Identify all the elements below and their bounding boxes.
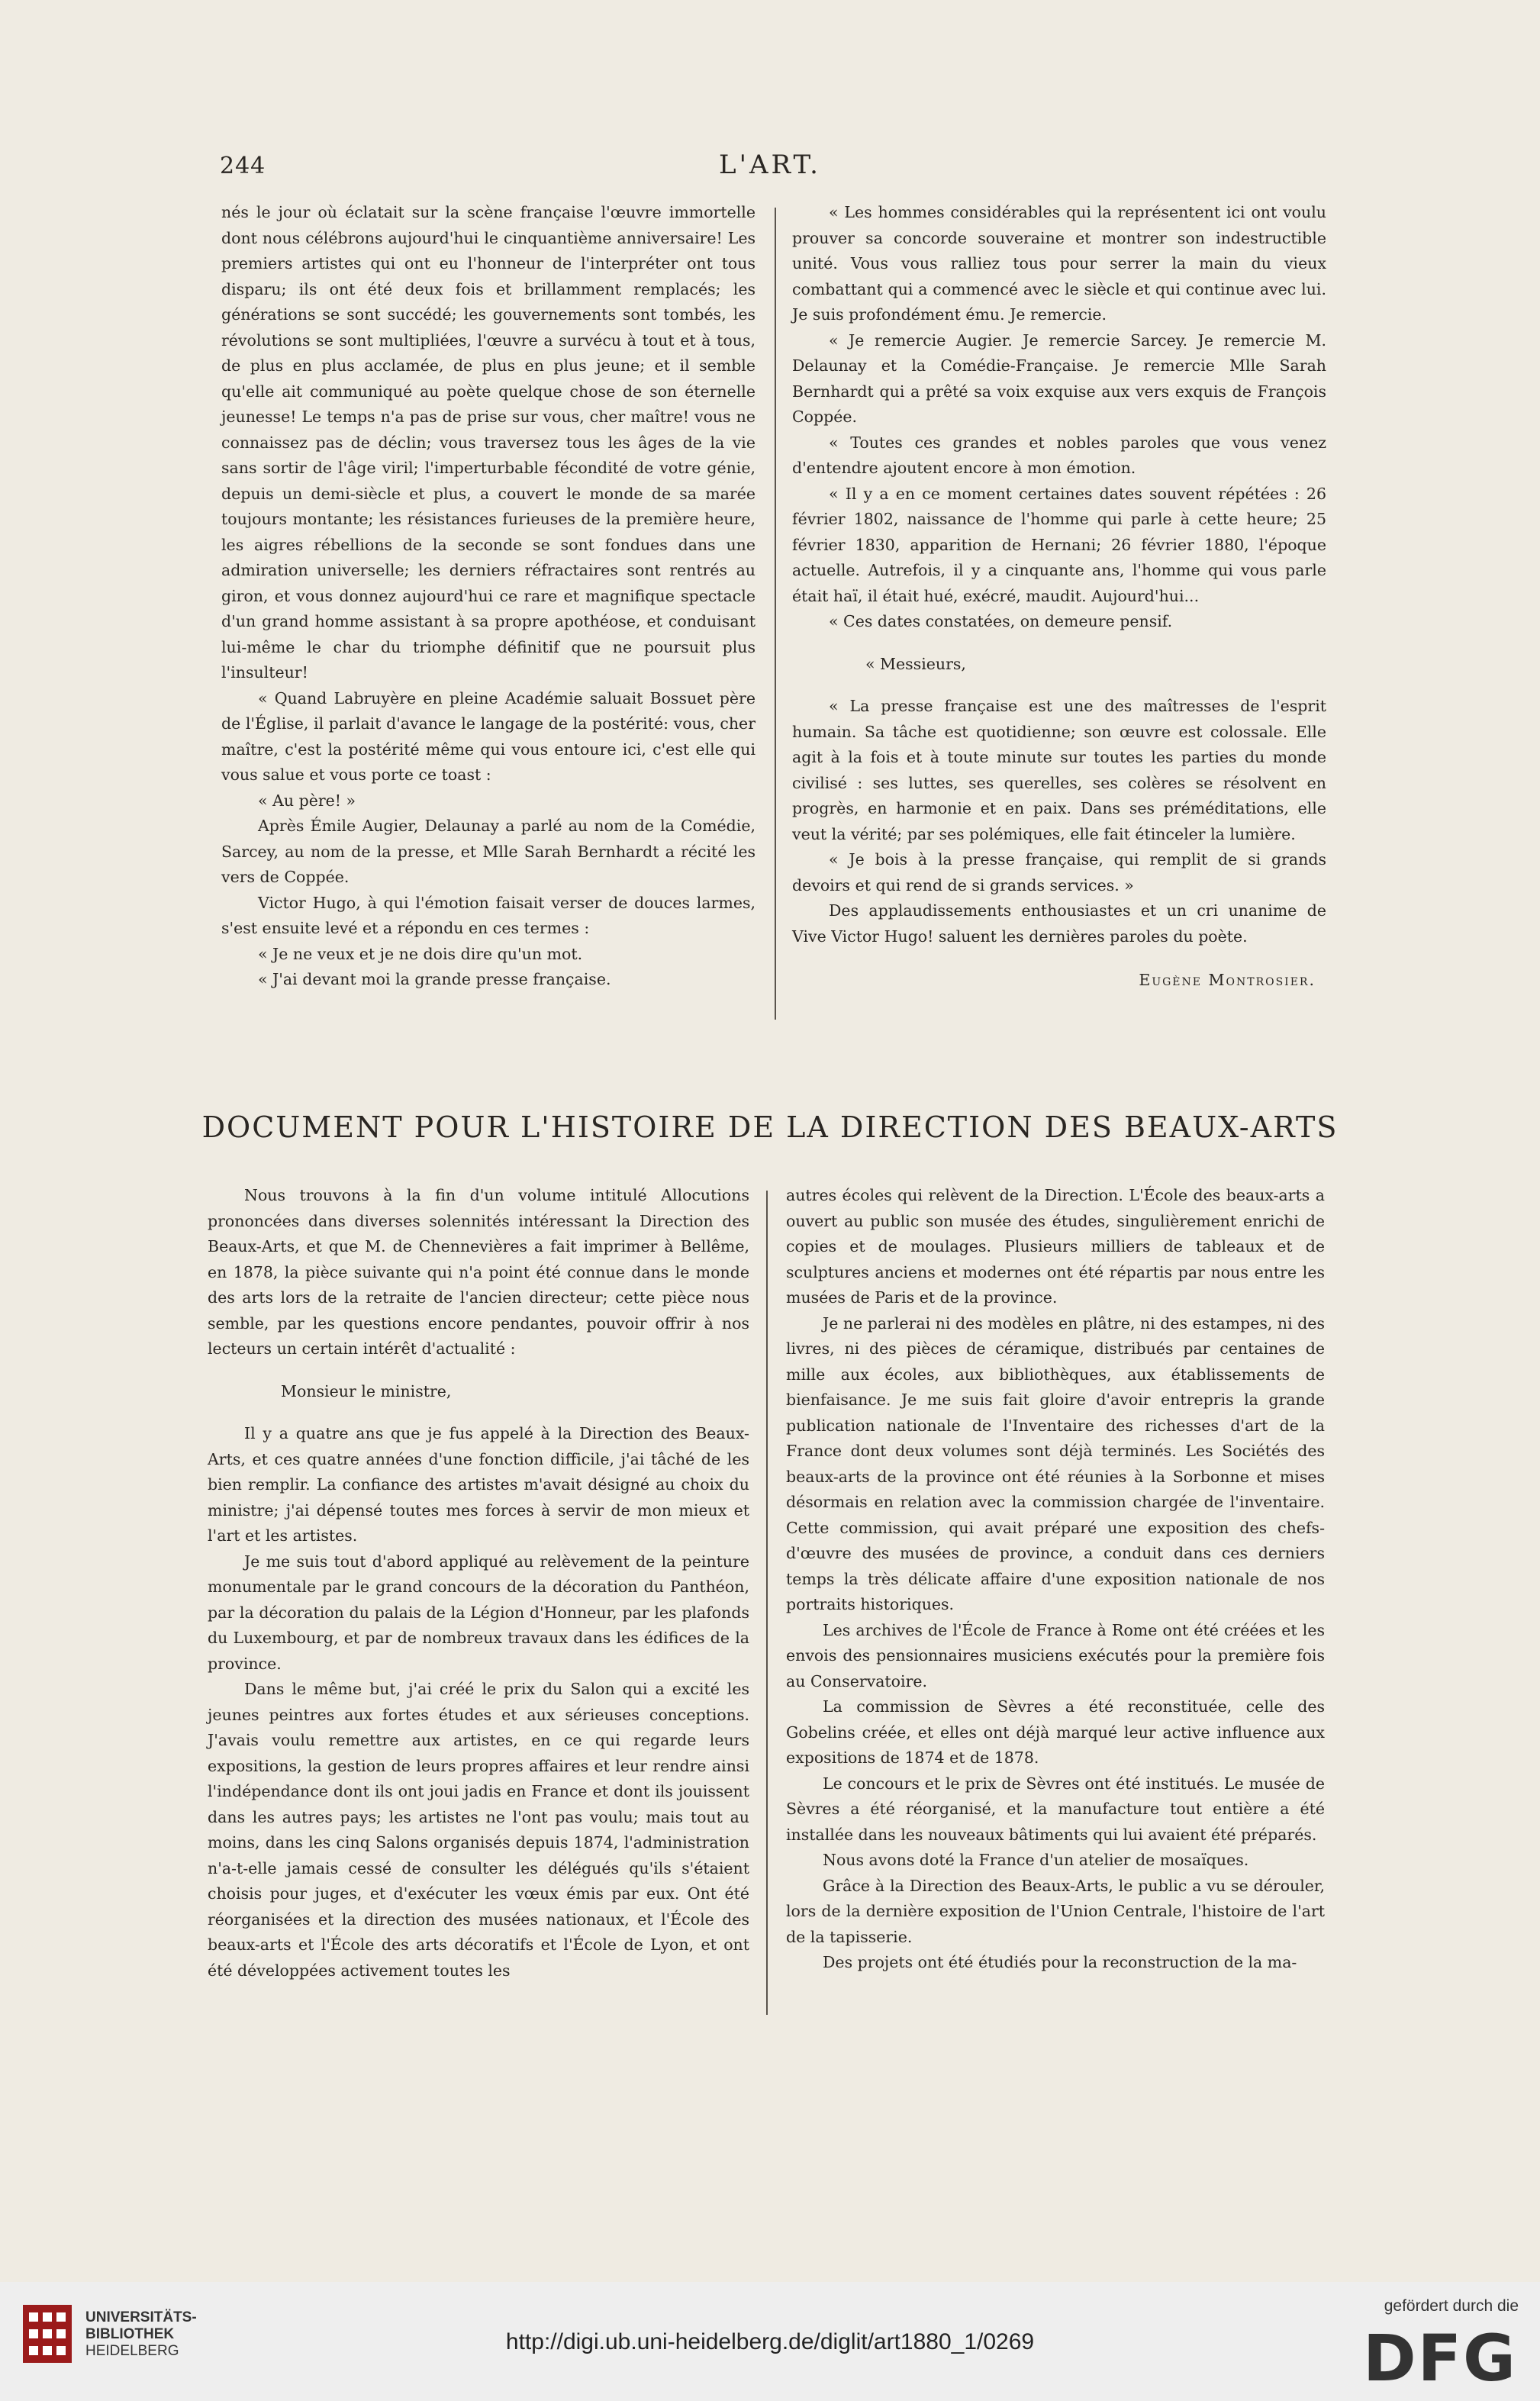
article1-column-left xyxy=(221,200,756,993)
library-name-line: BIBLIOTHEK xyxy=(85,2326,175,2342)
section-title: DOCUMENT POUR L'HISTOIRE DE LA DIRECTION DES BEAUX-ARTS xyxy=(201,1110,1339,1144)
paragraph: Des projets ont été étudiés pour la reconstruction de la ma- xyxy=(823,1953,1297,1971)
paragraph: Nous trouvons à la fin d'un volume intitulé Allocutions prononcées dans diverses solennités intéressant la Direction des Beaux-Arts, et que M. de Chennevières a fait imprimer à Bellême, en 1878, la pièce suivante qui n'a point été connue dans le monde des arts lors de la retraite de l'ancien directeur; cette pièce nous semble, par les questions encore pendantes, pouvoir offrir à nos lecteurs un certain intérêt d'actualité : xyxy=(208,1186,749,1358)
paragraph: « Je remercie Augier. Je remercie Sarcey. Je remercie M. Delaunay et la Comédie-Française. Je remercie Mlle Sarah Bernhardt qui a prêté sa voix exquise aux vers exquis de François Coppée. xyxy=(792,330,1326,426)
paragraph: Après Émile Augier, Delaunay a parlé au nom de la Comédie, Sarcey, au nom de la presse, et Mlle Sarah Bernhardt a récité les vers de Coppée. xyxy=(221,817,756,886)
paragraph: « Messieurs, xyxy=(865,654,966,673)
paragraph: nés le jour où éclatait sur la scène française l'œuvre immortelle dont nous célébrons aujourd'hui le cinquantième anniversaire! Les premiers artistes qui ont eu l'honneur de l'interpréter ont tous disparu; ils ont été deux fois et brillamment remplacés; les générations se sont succédé; les gouvernements sont tombés, les révolutions se sont multipliées, l'œuvre a survécu à tout et à tous, de plus en plus acclamée, de plus en plus jeune; et il semble qu'elle ait communiqué au poète quelque chose de son éternelle jeunesse! Le temps n'a pas de prise sur vous, cher maître! vous ne connaissez pas de déclin; vous traversez tous les âges de la vie sans sortir de l'âge viril; l'imperturbable fécondité de votre génie, depuis un demi-siècle et plus, a couvert le monde de sa marée toujours montante; les résistances furieuses de la première heure, les aigres rébellions de la seconde se sont fondues dans une admiration universelle; les derniers réfractaires sont rentrés au giron, et vous donnez aujourd'hui ce rare et magnifique spectacle d'un grand homme assistant à sa propre apothéose, et conduisant lui-même le char du triomphe définitif que ne poursuit plus l'insulteur! xyxy=(221,203,756,682)
article2-column-right xyxy=(786,1183,1325,1976)
paragraph: Dans le même but, j'ai créé le prix du Salon qui a excité les jeunes peintres aux fortes études et aux sérieuses conceptions. J'avais voulu remettre aux artistes, en ce qui regarde leurs expositions, la gestion de leurs propres affaires et leur rendre ainsi l'indépendance dont ils ont joui jadis en France et dont ils jouissent dans les autres pays; les artistes ne l'ont pas voulu; mais tout au moins, dans les cinq Salons organisés depuis 1874, l'administration n'a-t-elle jamais cessé de consulter les délégués qu'ils s'étaient choisis pour juges, et d'exécuter les vœux émis par eux. Ont été réorganisées et la direction des musées nationaux, et l'École des beaux-arts et l'École des arts décoratifs et l'École de Lyon, et ont été développées activement toutes les xyxy=(208,1680,749,1980)
viewer-footer xyxy=(0,2282,1540,2401)
dfg-logo[interactable]: DFG xyxy=(1362,2321,1517,2396)
paragraph: Je me suis tout d'abord appliqué au relèvement de la peinture monumentale par le grand concours de la décoration du Panthéon, par la décoration du palais de la Légion d'Honneur, par les plafonds du Luxembourg, et par de nombreux travaux dans les édifices de la province. xyxy=(208,1552,749,1673)
paragraph: Les archives de l'École de France à Rome ont été créées et les envois des pensionnaires musiciens exécutés pour la première fois au Conservatoire. xyxy=(786,1620,1325,1690)
column-divider xyxy=(766,1191,768,2015)
paragraph: « La presse française est une des maîtresses de l'esprit humain. Sa tâche est quotidienne; son œuvre est colossale. Elle agit à la fois et à toute minute sur toutes les parties du monde civilisé : ses luttes, ses querelles, ses colères se résolvent en progrès, en harmonie et en paix. Dans ses préméditations, elle veut la vérité; par ses polémiques, elle fait étinceler la lumière. xyxy=(792,697,1326,843)
article1-column-right xyxy=(792,200,1326,994)
running-title: L'ART. xyxy=(719,150,821,180)
paragraph: La commission de Sèvres a été reconstituée, celle des Gobelins créée, et elles ont déjà marqué leur active influence aux expositions de 1874 et de 1878. xyxy=(786,1697,1325,1767)
page-number: 244 xyxy=(220,153,266,179)
paragraph: « Je bois à la presse française, qui remplit de si grands devoirs et qui rend de si grands services. » xyxy=(792,850,1326,894)
paragraph: « Les hommes considérables qui la représentent ici ont voulu prouver sa concorde souveraine et montrer son indestructible unité. Vous vous ralliez tous pour serrer la main du vieux combattant qui a commencé avec le siècle et qui continue avec lui. Je suis profondément ému. Je remercie. xyxy=(792,203,1326,324)
paragraph: autres écoles qui relèvent de la Direction. L'École des beaux-arts a ouvert au public son musée des études, singulièrement enrichi de copies et de moulages. Plusieurs milliers de tableaux et de sculptures anciens et modernes ont été répartis par nous entre les musées de Paris et de la province. xyxy=(786,1186,1325,1307)
column-divider xyxy=(775,208,776,1020)
paragraph: Le concours et le prix de Sèvres ont été institués. Le musée de Sèvres a été réorganisé, et la manufacture tout entière a été installée dans les nouveaux bâtiments qui lui avaient été préparés. xyxy=(786,1774,1325,1844)
library-name-line: HEIDELBERG xyxy=(85,2343,179,2359)
funded-by-label: gefördert durch die xyxy=(1384,2297,1519,2315)
paragraph: « Au père! » xyxy=(258,791,356,810)
paragraph: « Ces dates constatées, on demeure pensif. xyxy=(829,612,1173,630)
paragraph: « Il y a en ce moment certaines dates souvent répétées : 26 février 1802, naissance de l'homme qui parle à cette heure; 25 février 1830, apparition de Hernani; 26 février 1880, l'époque actuelle. Autrefois, il y a cinquante ans, l'homme qui vous parle était haï, il était hué, exécré, maudit. Aujourd'hui... xyxy=(792,484,1326,605)
paragraph: Je ne parlerai ni des modèles en plâtre, ni des estampes, ni des livres, ni des pièces de céramique, distribués par centaines de mille aux écoles, aux bibliothèques, aux établissements de bienfaisance. Je me suis fait gloire d'avoir entrepris la grande publication nationale de l'Inventaire des richesses d'art de la France dont deux volumes sont déjà terminés. Les Sociétés des beaux-arts de la province ont été réunies à la Sorbonne et mises désormais en relation avec la commission chargée de l'inventaire. Cette commission, qui avait préparé une exposition des chefs-d'œuvre des musées de province, a conduit dans ces derniers temps la très délicate affaire d'une exposition nationale de nos portraits historiques. xyxy=(786,1313,1325,1613)
paragraph: « Toutes ces grandes et nobles paroles que vous venez d'entendre ajoutent encore à mon émotion. xyxy=(792,433,1326,477)
library-name-line: UNIVERSITÄTS- xyxy=(85,2309,197,2325)
paragraph: « J'ai devant moi la grande presse française. xyxy=(258,970,611,988)
paragraph: Nous avons doté la France d'un atelier de mosaïques. xyxy=(823,1851,1249,1869)
paragraph: Victor Hugo, à qui l'émotion faisait verser de douces larmes, s'est ensuite levé et a répondu en ces termes : xyxy=(221,893,756,937)
paragraph: « Quand Labruyère en pleine Académie saluait Bossuet père de l'Église, il parlait d'avance le langage de la postérité: vous, cher maître, c'est la postérité même qui vous entoure ici, c'est elle qui vous salue et vous porte ce toast : xyxy=(221,688,756,784)
author-signature: Eugène Montrosier. xyxy=(1139,971,1316,989)
article2-column-left xyxy=(208,1183,749,1984)
salutation: Monsieur le ministre, xyxy=(281,1381,452,1400)
permalink-url[interactable]: http://digi.ub.uni-heidelberg.de/diglit/art1880_1/0269 xyxy=(505,2329,1035,2354)
paragraph: Des applaudissements enthousiastes et un cri unanime de Vive Victor Hugo! saluent les dernières paroles du poète. xyxy=(792,901,1326,946)
paragraph: Il y a quatre ans que je fus appelé à la Direction des Beaux-Arts, et ces quatre années d'une fonction difficile, j'ai tâché de les bien remplir. La confiance des artistes m'avait désigné au choix du ministre; j'ai dépensé toutes mes forces à servir de mon mieux et l'art et les artistes. xyxy=(208,1424,749,1545)
paragraph: Grâce à la Direction des Beaux-Arts, le public a vu se dérouler, lors de la dernière exposition de l'Union Centrale, l'histoire de l'art de la tapisserie. xyxy=(786,1876,1325,1946)
paragraph: « Je ne veux et je ne dois dire qu'un mot. xyxy=(258,944,583,963)
